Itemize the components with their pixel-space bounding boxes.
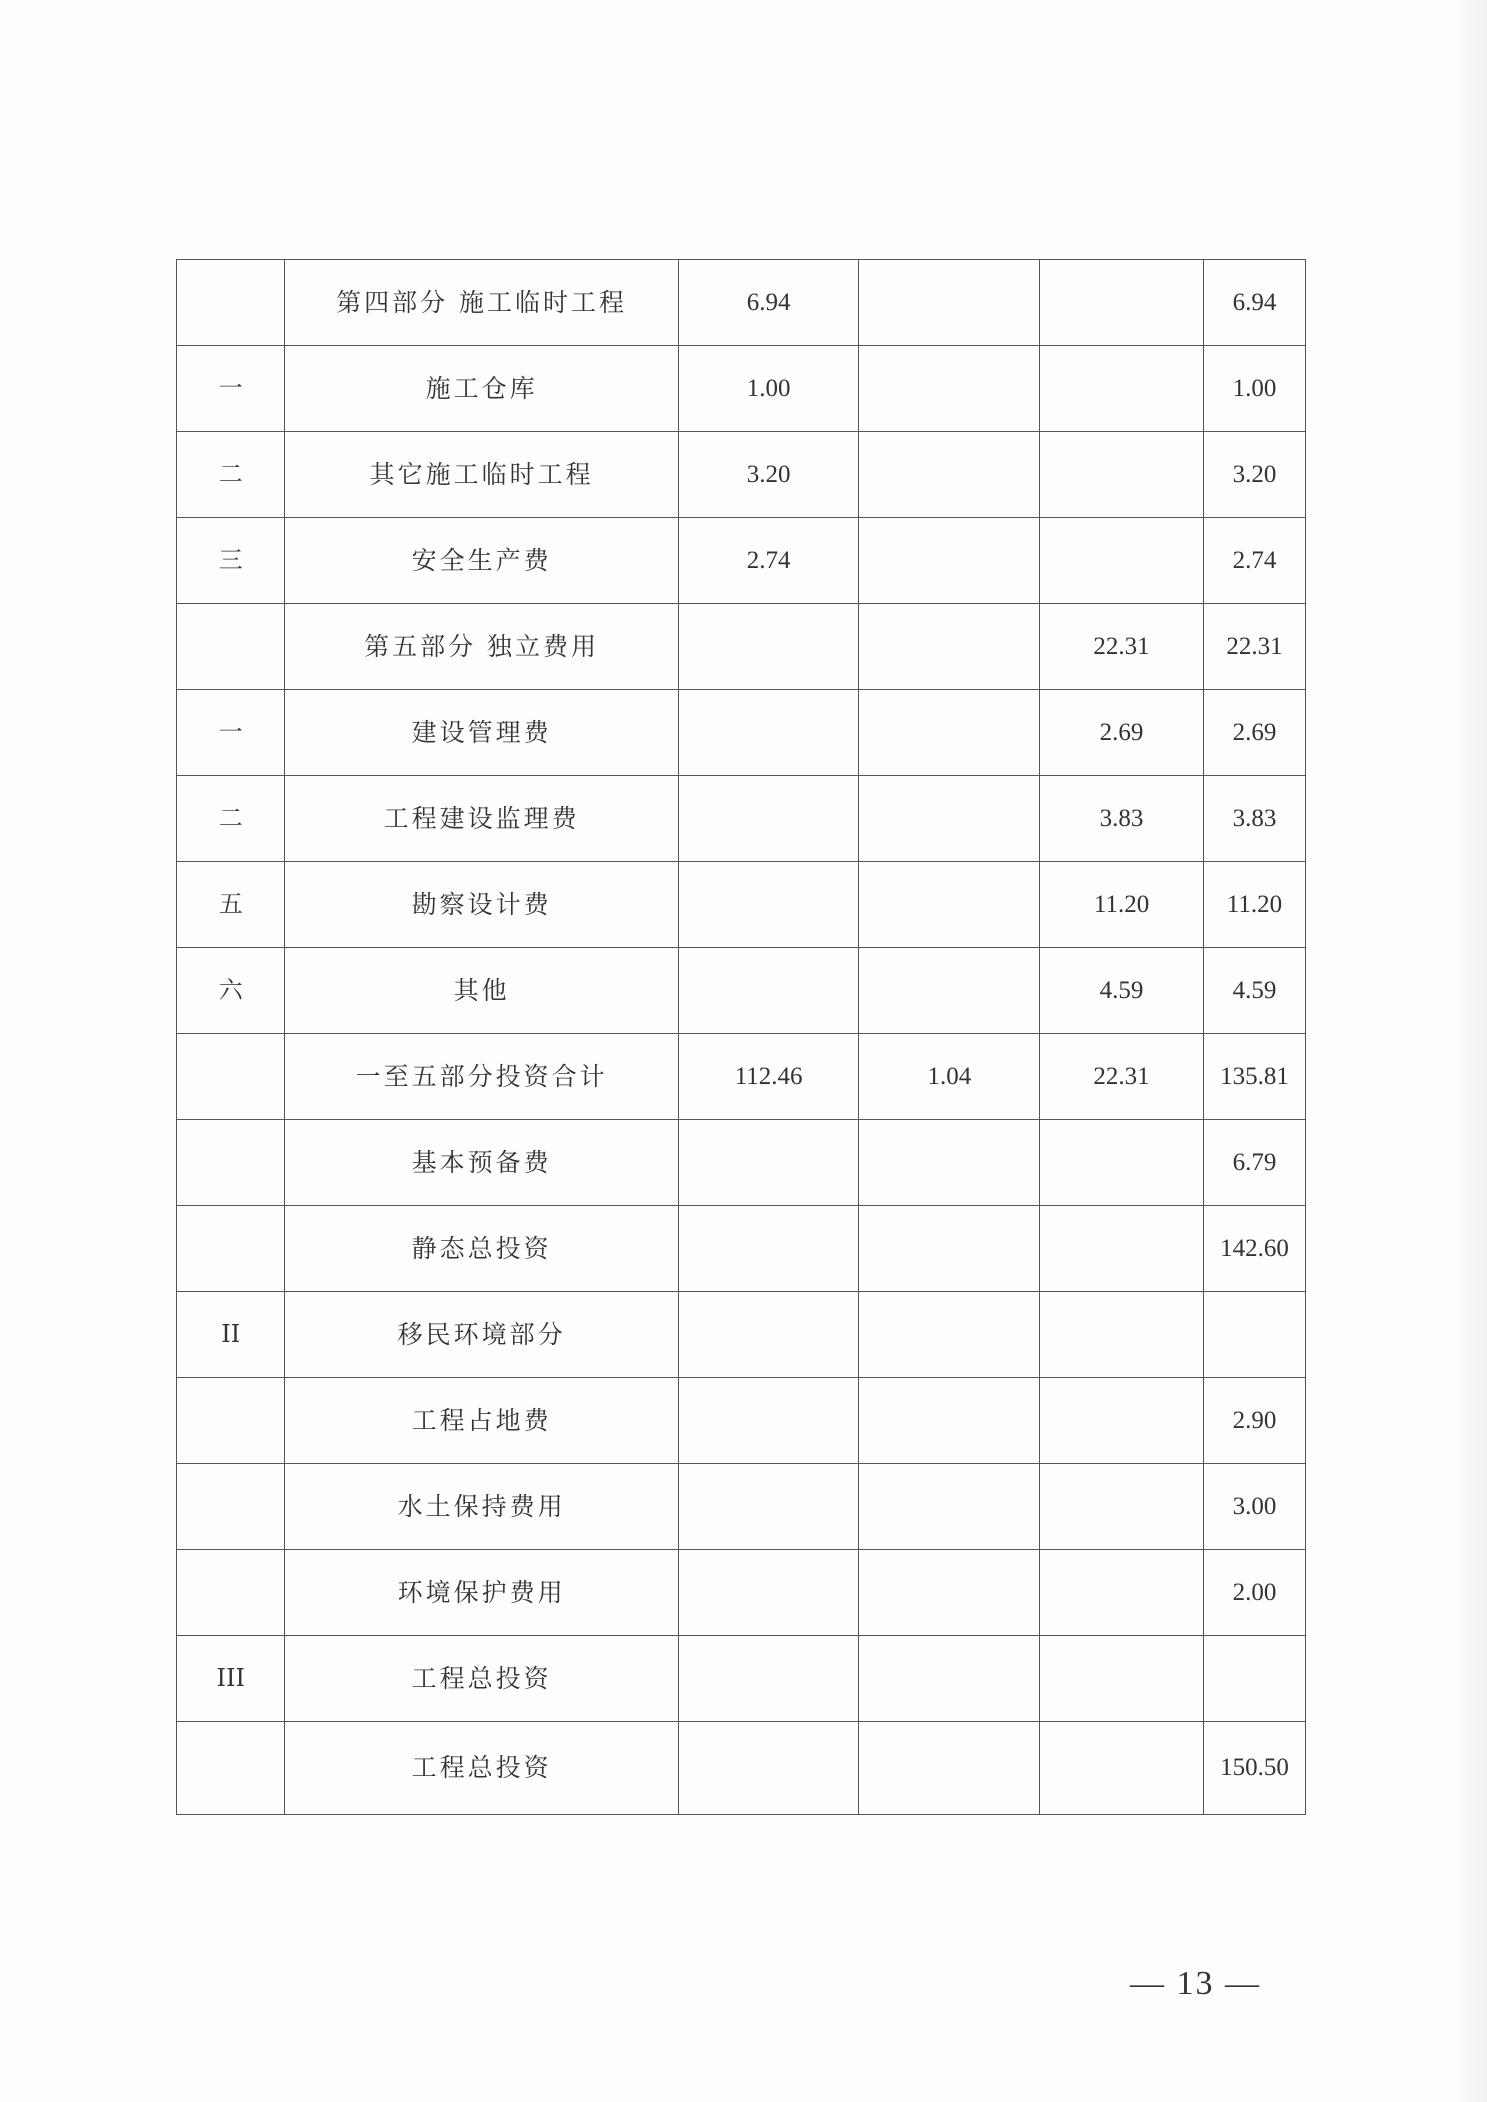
table-row: [177, 776, 1306, 862]
amount-column-a-cell: [678, 948, 859, 1034]
row-index-cell: [177, 260, 285, 346]
amount-column-b-cell: [859, 604, 1040, 690]
amount-column-c-cell: [1040, 1378, 1204, 1464]
amount-column-c-cell: [1040, 432, 1204, 518]
table-row: [177, 948, 1306, 1034]
table-row: [177, 260, 1306, 346]
row-total-cell: 2.69: [1203, 690, 1305, 776]
row-total-cell: 150.50: [1203, 1722, 1305, 1815]
table-row: [177, 1034, 1306, 1120]
amount-column-c-cell: [1040, 1636, 1204, 1722]
page-edge-shadow: [1457, 0, 1487, 2102]
row-index-cell: [177, 1464, 285, 1550]
budget-table-body: [177, 260, 1306, 1815]
row-label-cell: 一至五部分投资合计: [285, 1034, 678, 1120]
row-label-cell: 环境保护费用: [285, 1550, 678, 1636]
amount-column-a-cell: [678, 776, 859, 862]
table-row: [177, 346, 1306, 432]
row-index-cell: [177, 1550, 285, 1636]
amount-column-c-cell: 22.31: [1040, 604, 1204, 690]
page-number: — 13 —: [1130, 1965, 1261, 2002]
row-index-cell: [177, 1206, 285, 1292]
amount-column-b-cell: [859, 690, 1040, 776]
amount-column-c-cell: [1040, 518, 1204, 604]
amount-column-c-cell: [1040, 1464, 1204, 1550]
table-row: [177, 1464, 1306, 1550]
row-index-cell: 二: [177, 432, 285, 518]
row-label-cell: 安全生产费: [285, 518, 678, 604]
amount-column-a-cell: [678, 1464, 859, 1550]
amount-column-a-cell: 6.94: [678, 260, 859, 346]
amount-column-c-cell: [1040, 1722, 1204, 1815]
row-total-cell: 3.20: [1203, 432, 1305, 518]
row-index-cell: III: [177, 1636, 285, 1722]
amount-column-c-cell: 22.31: [1040, 1034, 1204, 1120]
row-total-cell: 3.00: [1203, 1464, 1305, 1550]
table-row: [177, 1292, 1306, 1378]
amount-column-c-cell: [1040, 1550, 1204, 1636]
row-label-cell: 水土保持费用: [285, 1464, 678, 1550]
amount-column-a-cell: [678, 1378, 859, 1464]
row-total-cell: 22.31: [1203, 604, 1305, 690]
row-index-cell: [177, 1120, 285, 1206]
amount-column-a-cell: [678, 690, 859, 776]
amount-column-a-cell: [678, 862, 859, 948]
row-label-cell: 第四部分 施工临时工程: [285, 260, 678, 346]
row-total-cell: 142.60: [1203, 1206, 1305, 1292]
row-label-cell: 工程建设监理费: [285, 776, 678, 862]
table-row: [177, 432, 1306, 518]
table-row: [177, 1636, 1306, 1722]
amount-column-a-cell: 1.00: [678, 346, 859, 432]
amount-column-c-cell: 11.20: [1040, 862, 1204, 948]
table-row: [177, 604, 1306, 690]
amount-column-a-cell: 112.46: [678, 1034, 859, 1120]
table-row: [177, 518, 1306, 604]
amount-column-b-cell: [859, 432, 1040, 518]
table-row: [177, 1378, 1306, 1464]
amount-column-b-cell: [859, 518, 1040, 604]
row-label-cell: 工程总投资: [285, 1722, 678, 1815]
row-total-cell: 11.20: [1203, 862, 1305, 948]
row-label-cell: 静态总投资: [285, 1206, 678, 1292]
table-row: [177, 690, 1306, 776]
row-label-cell: 工程占地费: [285, 1378, 678, 1464]
row-index-cell: [177, 1034, 285, 1120]
amount-column-b-cell: [859, 1292, 1040, 1378]
amount-column-b-cell: [859, 1120, 1040, 1206]
row-label-cell: 基本预备费: [285, 1120, 678, 1206]
table-row: [177, 1550, 1306, 1636]
amount-column-b-cell: [859, 260, 1040, 346]
row-total-cell: 3.83: [1203, 776, 1305, 862]
amount-column-a-cell: [678, 1292, 859, 1378]
amount-column-c-cell: [1040, 1292, 1204, 1378]
amount-column-c-cell: 4.59: [1040, 948, 1204, 1034]
row-total-cell: 2.74: [1203, 518, 1305, 604]
row-total-cell: [1203, 1636, 1305, 1722]
amount-column-a-cell: 3.20: [678, 432, 859, 518]
row-total-cell: 4.59: [1203, 948, 1305, 1034]
row-label-cell: 工程总投资: [285, 1636, 678, 1722]
row-total-cell: 1.00: [1203, 346, 1305, 432]
amount-column-c-cell: [1040, 1206, 1204, 1292]
row-label-cell: 第五部分 独立费用: [285, 604, 678, 690]
amount-column-c-cell: [1040, 260, 1204, 346]
amount-column-a-cell: [678, 604, 859, 690]
table-row: [177, 1120, 1306, 1206]
row-index-cell: 三: [177, 518, 285, 604]
row-index-cell: [177, 1378, 285, 1464]
investment-budget-table: [176, 259, 1306, 1815]
row-total-cell: 2.00: [1203, 1550, 1305, 1636]
row-index-cell: II: [177, 1292, 285, 1378]
amount-column-b-cell: [859, 1206, 1040, 1292]
amount-column-b-cell: [859, 1722, 1040, 1815]
row-label-cell: 建设管理费: [285, 690, 678, 776]
row-total-cell: 6.79: [1203, 1120, 1305, 1206]
amount-column-b-cell: [859, 1636, 1040, 1722]
table-row: [177, 1722, 1306, 1815]
row-label-cell: 勘察设计费: [285, 862, 678, 948]
amount-column-b-cell: [859, 1464, 1040, 1550]
amount-column-c-cell: 2.69: [1040, 690, 1204, 776]
row-total-cell: 135.81: [1203, 1034, 1305, 1120]
amount-column-a-cell: [678, 1206, 859, 1292]
row-index-cell: 一: [177, 346, 285, 432]
amount-column-b-cell: [859, 776, 1040, 862]
table-row: [177, 1206, 1306, 1292]
row-label-cell: 其他: [285, 948, 678, 1034]
row-index-cell: 五: [177, 862, 285, 948]
row-index-cell: 二: [177, 776, 285, 862]
amount-column-a-cell: [678, 1550, 859, 1636]
amount-column-c-cell: 3.83: [1040, 776, 1204, 862]
row-index-cell: [177, 604, 285, 690]
amount-column-b-cell: [859, 948, 1040, 1034]
amount-column-a-cell: [678, 1120, 859, 1206]
row-label-cell: 移民环境部分: [285, 1292, 678, 1378]
amount-column-a-cell: [678, 1722, 859, 1815]
amount-column-b-cell: [859, 1550, 1040, 1636]
row-total-cell: [1203, 1292, 1305, 1378]
row-total-cell: 6.94: [1203, 260, 1305, 346]
amount-column-b-cell: [859, 862, 1040, 948]
amount-column-b-cell: [859, 1378, 1040, 1464]
amount-column-c-cell: [1040, 346, 1204, 432]
amount-column-b-cell: 1.04: [859, 1034, 1040, 1120]
amount-column-b-cell: [859, 346, 1040, 432]
amount-column-a-cell: [678, 1636, 859, 1722]
row-index-cell: 六: [177, 948, 285, 1034]
row-label-cell: 施工仓库: [285, 346, 678, 432]
amount-column-a-cell: 2.74: [678, 518, 859, 604]
row-label-cell: 其它施工临时工程: [285, 432, 678, 518]
table-row: [177, 862, 1306, 948]
amount-column-c-cell: [1040, 1120, 1204, 1206]
row-index-cell: 一: [177, 690, 285, 776]
row-total-cell: 2.90: [1203, 1378, 1305, 1464]
row-index-cell: [177, 1722, 285, 1815]
